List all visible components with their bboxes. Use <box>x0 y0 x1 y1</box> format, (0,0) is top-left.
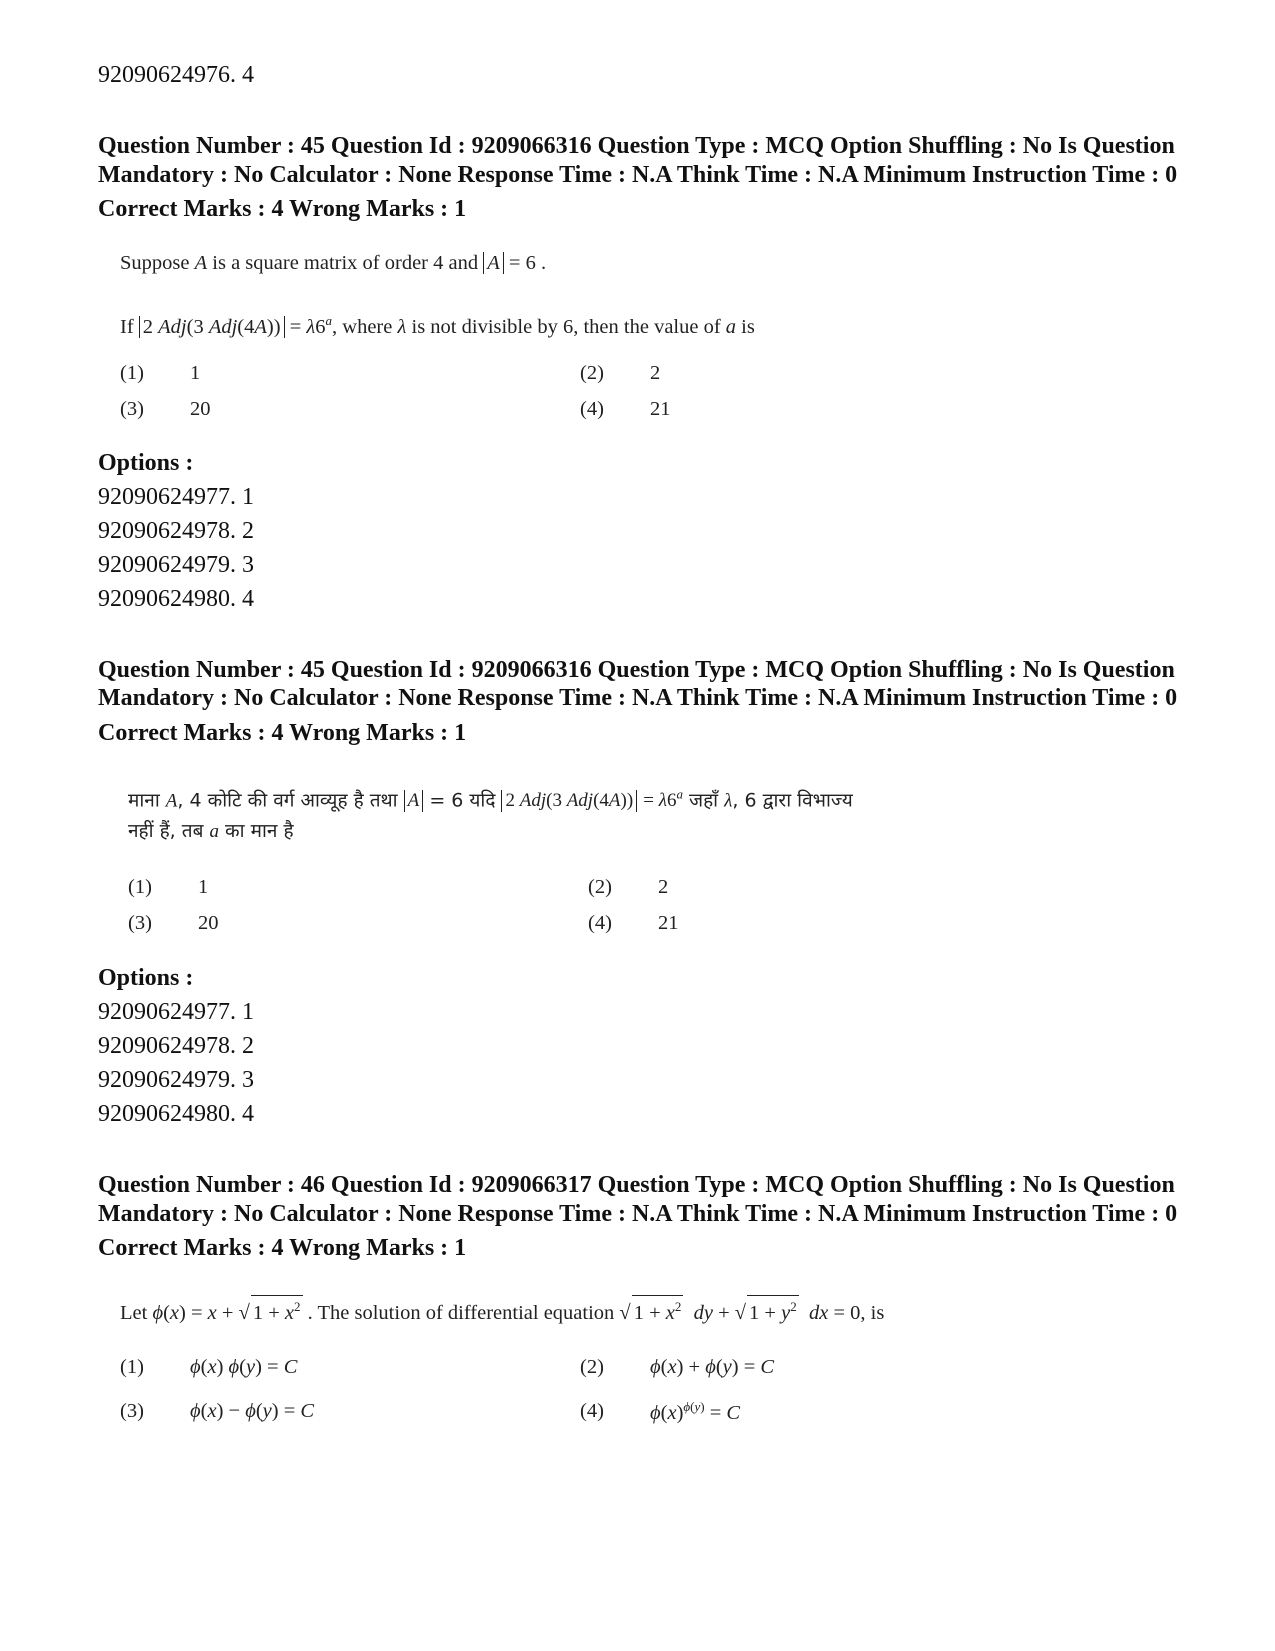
marks-line: Correct Marks : 4 Wrong Marks : 1 <box>98 1235 467 1262</box>
question-header: Question Number : 46 Question Id : 9209066317 Question Type : MCQ Option Shuffling : No Is Question Mandatory : No Calculator : None Response Time : N.A Think Time : N.A Minimum Instruction Time : 0 <box>98 1172 1178 1227</box>
question-stem-line-2: नहीं हैं, तब a का मान है <box>128 820 294 843</box>
question-block-45-hi <box>98 656 1178 1131</box>
option-line: 92090624979. 3 <box>98 1067 254 1094</box>
answer-choice: (1) 1 <box>128 875 209 898</box>
options-title: Options : <box>98 449 194 476</box>
answer-choice: (3) 20 <box>128 911 219 934</box>
answer-choice: (2) 2 <box>588 875 669 898</box>
option-line: 92090624977. 1 <box>98 483 254 510</box>
question-stem-line-1: Let ϕ(x) = x + √ $1 + x^2$ . The solution of differential equation √ $1 + x^2$ dy + √ $1 + y^2$ dx = 0, is <box>120 1295 1178 1328</box>
question-header: Question Number : 45 Question Id : 9209066316 Question Type : MCQ Option Shuffling : No Is Question Mandatory : No Calculator : None Response Time : N.A Think Time : N.A Minimum Instruction Time : 0 <box>98 656 1178 712</box>
answer-choice: (1) ϕ(x) ϕ(y) = C <box>120 1356 298 1379</box>
question-block-45-en <box>98 132 1178 616</box>
answer-choice: (4) 21 <box>580 398 671 421</box>
question-stem-line-2: If 2 Adj(3 $Adj(4A)) = \lambda 6^a$, where λ is not divisible by 6, then the value of a is <box>120 313 755 338</box>
document-page <box>98 58 1178 1434</box>
option-line: 92090624980. 4 <box>98 585 254 612</box>
question-image <box>98 248 1178 428</box>
options-section <box>98 446 1178 616</box>
answer-choice: (4) $\phi(x)^{\phi(y)} = C$ <box>580 1399 741 1424</box>
question-stem-line-1: Suppose A is a square matrix of order 4 and A = 6 . <box>120 252 547 274</box>
answer-choice: (4) 21 <box>588 911 679 934</box>
answer-choice: (1) 1 <box>120 362 201 385</box>
option-line: 92090624976. 4 <box>98 62 254 88</box>
question-image <box>98 1295 1178 1434</box>
answer-choice: (2) 2 <box>580 362 661 385</box>
option-line: 92090624978. 2 <box>98 1033 254 1060</box>
marks-line: Correct Marks : 4 Wrong Marks : 1 <box>98 196 467 222</box>
question-image <box>98 780 1178 941</box>
option-line: 92090624977. 1 <box>98 999 254 1026</box>
question-stem-line-1: माना A, 4 कोटि की वर्ग आव्यूह है तथा A = 6 यदि 2 Adj(3 $Adj(4A)) = \lambda 6^a$ जहाँ λ, 6 द्वारा विभाज्य <box>128 786 853 812</box>
answer-choice: (3) 20 <box>120 398 211 421</box>
answer-choices <box>120 356 1178 428</box>
options-title: Options : <box>98 965 194 992</box>
question-header: Question Number : 45 Question Id : 9209066316 Question Type : MCQ Option Shuffling : No Is Question Mandatory : No Calculator : None Response Time : N.A Think Time : N.A Minimum Instruction Time : 0 <box>98 133 1178 188</box>
answer-choices <box>128 869 1178 941</box>
question-block-46 <box>98 1171 1178 1434</box>
option-line: 92090624979. 3 <box>98 551 254 578</box>
answer-choice: (3) ϕ(x) − ϕ(y) = C <box>120 1400 315 1423</box>
marks-line: Correct Marks : 4 Wrong Marks : 1 <box>98 719 467 746</box>
answer-choice: (2) ϕ(x) + ϕ(y) = C <box>580 1356 775 1379</box>
options-section <box>98 961 1178 1131</box>
answer-choices <box>120 1346 1178 1434</box>
option-line: 92090624980. 4 <box>98 1101 254 1128</box>
option-line: 92090624978. 2 <box>98 517 254 544</box>
